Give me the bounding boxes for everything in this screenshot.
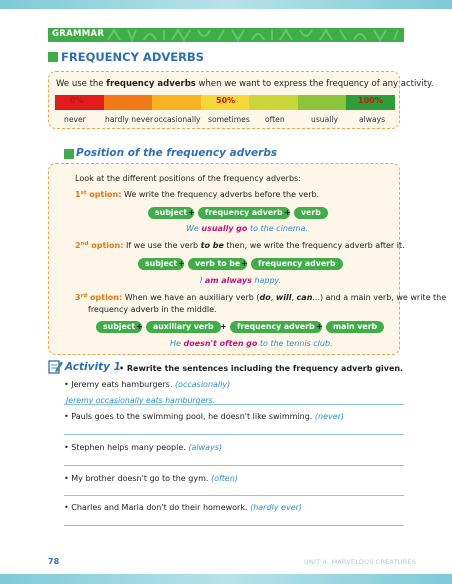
answer-line-4[interactable] (64, 495, 404, 496)
pill-subject: subject (138, 258, 184, 270)
pill-verb-to-be: verb to be (188, 258, 247, 270)
scale-label-0: 0% (70, 96, 84, 105)
plus-sign: + (136, 322, 143, 331)
unit-label: UNIT 4. MARVELOUS CREATURES (304, 558, 417, 566)
scale-segment-2 (104, 95, 153, 110)
position-intro: Look at the different positions of the frequency adverbs: (75, 174, 301, 183)
scale-segment-3 (152, 95, 201, 110)
plus-sign: + (284, 208, 291, 217)
plus-sign: + (241, 259, 248, 268)
pill-main-verb: main verb (326, 321, 384, 333)
activity-item-1: • Jeremy eats hamburgers. (occasionally) (64, 380, 231, 389)
option-3-example: He doesn't often go to the tennis club. (170, 339, 333, 348)
activity-item-4: • My brother doesn't go to the gym. (often) (64, 474, 239, 483)
answer-line-5[interactable] (64, 525, 404, 526)
option-2-text: 2nd option: If we use the verb to be then, we write the frequency adverb after it. (75, 241, 405, 250)
option-3-text-line-2: frequency adverb in the middle. (88, 305, 217, 314)
scale-segment-5 (249, 95, 298, 110)
option-1-example: We usually go to the cinema. (186, 224, 309, 233)
scale-segment-6 (298, 95, 347, 110)
plus-sign: + (316, 322, 323, 331)
position-title: Position of the frequency adverbs (76, 147, 278, 159)
adverb-usually: usually (311, 115, 338, 124)
answer-line-3[interactable] (64, 465, 404, 466)
adverb-sometimes: sometimes (208, 115, 250, 124)
adverb-hardly-never: hardly never (105, 115, 154, 124)
scale-label-50: 50% (216, 96, 236, 105)
pencil-notebook-icon (48, 359, 63, 374)
option-1-text: 1st option: We write the frequency adverbs before the verb. (75, 190, 320, 199)
section-label: GRAMMAR (52, 29, 105, 39)
adverb-never: never (64, 115, 86, 124)
pill-frequency-adverb: frequency adverb (251, 258, 343, 270)
pill-frequency-adverb: frequency adverb (198, 207, 290, 219)
activity-item-5: • Charles and Maria don't do their homework. (hardly ever) (64, 503, 303, 512)
activity-item-3: • Stephen helps many people. (always) (64, 443, 223, 452)
option-3-text-line-1: 3rd option: When we have an auxiliary verb (do, will, can...) and a main verb, we write the (75, 293, 447, 302)
bottom-decorative-bar (0, 574, 452, 584)
activity-item-2: • Pauls goes to the swimming pool, he doesn't like swimming. (never) (64, 412, 345, 421)
heading-square-icon (48, 52, 58, 62)
answer-line-2[interactable] (64, 434, 404, 435)
adverb-often: often (265, 115, 285, 124)
frequency-intro: We use the frequency adverbs when we want to express the frequency of any activity. (56, 79, 434, 89)
answer-line-1[interactable] (64, 404, 404, 405)
pill-subject: subject (96, 321, 142, 333)
activity-answer-1[interactable]: Jeremy occasionally eats hamburgers. (66, 396, 216, 405)
pill-frequency-adverb: frequency adverb (230, 321, 322, 333)
option-2-example: I am always happy. (200, 276, 282, 285)
adverb-always: always (359, 115, 386, 124)
pill-subject: subject (148, 207, 194, 219)
scale-label-100: 100% (358, 96, 383, 105)
plus-sign: + (178, 259, 185, 268)
top-decorative-bar (0, 0, 452, 9)
frequency-title: FREQUENCY ADVERBS (61, 50, 205, 64)
page-number: 78 (48, 557, 60, 566)
activity-instruction: • Rewrite the sentences including the frequency adverb given. (119, 364, 404, 373)
plus-sign: + (188, 208, 195, 217)
plus-sign: + (220, 322, 227, 331)
activity-title: Activity 1 (65, 361, 121, 373)
adverb-occasionally: occasionally (154, 115, 201, 124)
pill-auxiliary-verb: auxiliary verb (146, 321, 221, 333)
pill-verb: verb (294, 207, 328, 219)
heading-square-icon (64, 149, 74, 159)
